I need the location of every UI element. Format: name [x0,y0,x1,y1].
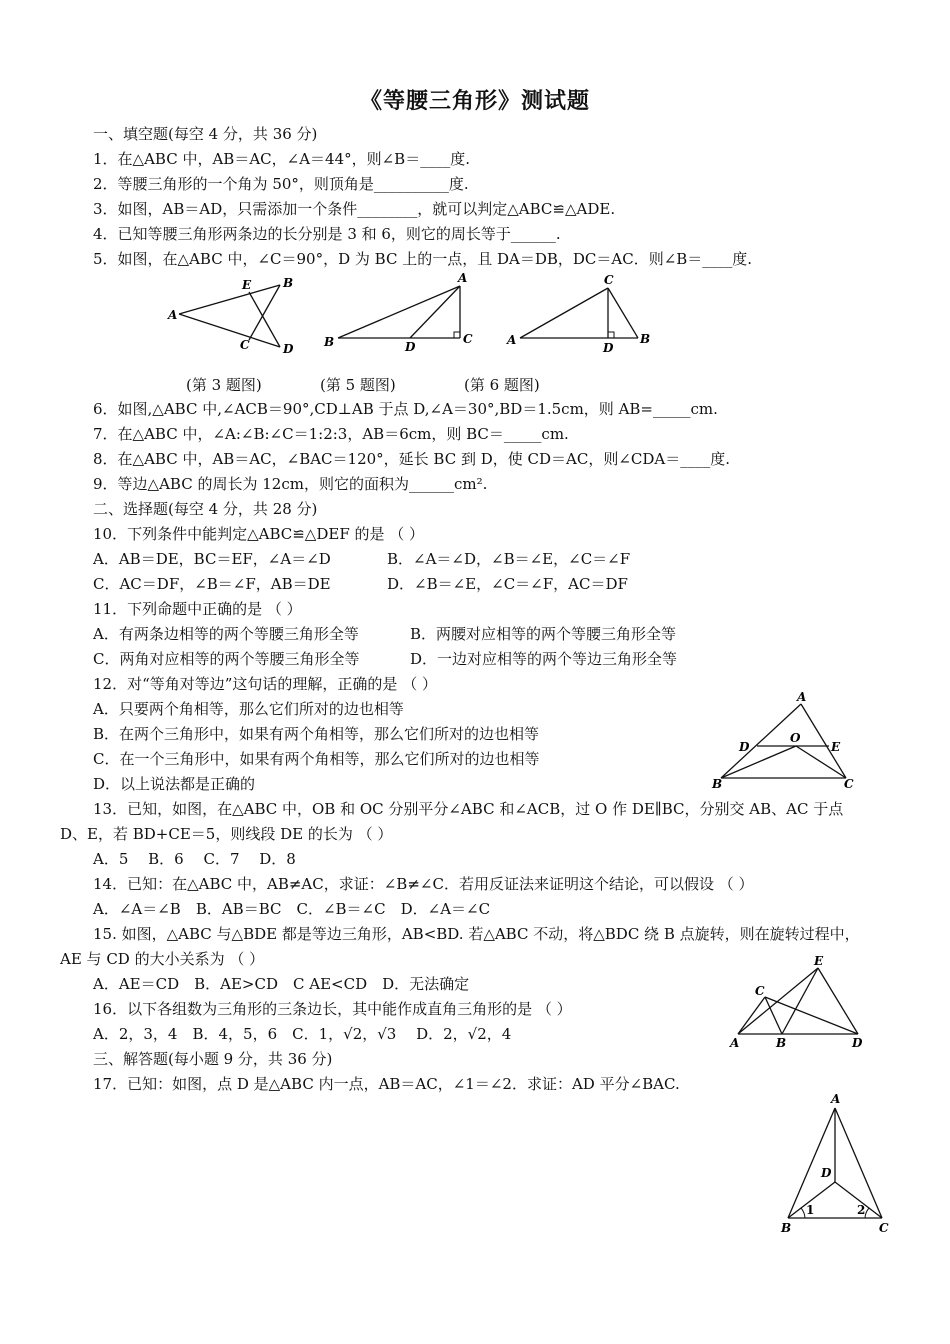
question-14-options: A．∠A＝∠B B．AB＝BC C．∠B＝∠C D．∠A＝∠C [93,900,491,918]
question-14: 14．已知：在△ABC 中，AB≠AC，求证：∠B≠∠C．若用反证法来证明这个结论，可以假设 （ ） [93,875,754,893]
question-4: 4．已知等腰三角形两条边的长分别是 3 和 6，则它的周长等于______. [93,225,561,243]
label-b: B [776,1036,787,1050]
label-a: A [730,1036,740,1050]
figure-q15 [725,952,870,1052]
label-b: B [781,1221,792,1235]
figure-q13 [708,690,863,795]
question-12-option-a: A．只要两个角相等，那么它们所对的边也相等 [93,700,404,718]
question-13-options: A．5 B．6 C．7 D．8 [93,850,296,868]
section-choice-heading: 二、选择题(每空 4 分，共 28 分) [93,500,318,518]
label-angle-1: 1 [806,1203,815,1217]
label-d: D [821,1166,832,1180]
label-b: B [640,332,651,346]
label-e: E [814,954,824,968]
question-5: 5．如图，在△ABC 中，∠C＝90°，D 为 BC 上的一点，且 DA＝DB，DC＝AC．则∠B＝____度. [93,250,753,268]
question-16-options: A．2，3，4 B．4，5，6 C．1，√2，√3 D．2，√2，4 [93,1025,512,1043]
question-10-option-c: C．AC＝DF，∠B＝∠F，AB＝DE [93,575,331,593]
label-e: E [831,740,841,754]
label-b: B [324,335,335,349]
question-15-options: A．AE＝CD B．AE>CD C AE<CD D．无法确定 [93,975,470,993]
figure-q17 [775,1090,895,1240]
question-3: 3．如图，AB＝AD，只需添加一个条件________，就可以判定△ABC≌△ADE. [93,200,616,218]
figure-q13-diagram [708,690,863,795]
figure-q17-diagram [775,1090,895,1240]
label-d: D [852,1036,863,1050]
question-13-line-2: D、E，若 BD+CE＝5，则线段 DE 的长为 （ ） [60,825,393,843]
question-10-option-b: B．∠A＝∠D，∠B＝∠E，∠C＝∠F [387,550,631,568]
question-12-option-d: D．以上说法都是正确的 [93,775,256,793]
question-11-option-d: D．一边对应相等的两个等边三角形全等 [410,650,678,668]
question-2: 2．等腰三角形的一个角为 50°，则顶角是__________度. [93,175,469,193]
label-e: E [242,278,252,292]
label-c: C [463,332,473,346]
label-b: B [283,276,294,290]
question-12: 12．对“等角对等边”这句话的理解，正确的是 （ ） [93,675,437,693]
caption-figure-6: (第 6 题图) [464,376,540,394]
label-a: A [507,333,517,347]
question-11: 11．下列命题中正确的是 （ ） [93,600,302,618]
label-b: B [712,777,723,791]
label-angle-2: 2 [857,1203,866,1217]
figure-q5 [320,268,485,356]
question-11-option-b: B．两腰对应相等的两个等腰三角形全等 [410,625,677,643]
label-d: D [739,740,750,754]
question-1: 1．在△ABC 中，AB＝AC，∠A＝44°，则∠B＝____度. [93,150,470,168]
figure-q5-diagram [320,268,485,356]
figure-q6-diagram [505,272,655,357]
question-10-option-d: D．∠B＝∠E，∠C＝∠F，AC＝DF [387,575,628,593]
section-fill-in-heading: 一、填空题(每空 4 分，共 36 分) [93,125,318,143]
question-7: 7．在△ABC 中，∠A:∠B:∠C＝1:2:3，AB＝6cm，则 BC＝_____cm. [93,425,569,443]
question-12-option-b: B．在两个三角形中，如果有两个角相等，那么它们所对的边也相等 [93,725,540,743]
figure-q3 [165,272,300,357]
label-c: C [240,338,250,352]
question-10: 10．下列条件中能判定△ABC≌△DEF 的是 （ ） [93,525,425,543]
question-17: 17．已知：如图，点 D 是△ABC 内一点，AB＝AC，∠1＝∠2．求证：AD 平分∠BAC. [93,1075,680,1093]
label-c: C [879,1221,889,1235]
question-15-line-1: 15. 如图，△ABC 与△BDE 都是等边三角形，AB<BD. 若△ABC 不动，将△BDC 绕 B 点旋转，则在旋转过程中， [93,925,860,943]
label-c: C [604,273,614,287]
page-title: 《等腰三角形》测试题 [359,88,590,114]
label-o: O [790,731,801,745]
question-11-option-a: A．有两条边相等的两个等腰三角形全等 [93,625,359,643]
figure-q6 [505,272,655,357]
label-a: A [168,308,178,322]
question-6: 6．如图,△ABC 中,∠ACB＝90°,CD⊥AB 于点 D,∠A＝30°,BD＝1.5cm，则 AB=_____cm. [93,400,718,418]
question-8: 8．在△ABC 中，AB＝AC，∠BAC＝120°，延长 BC 到 D，使 CD＝AC，则∠CDA＝____度. [93,450,731,468]
label-a: A [831,1092,841,1106]
label-c: C [844,777,854,791]
section-solution-heading: 三、解答题(每小题 9 分，共 36 分) [93,1050,333,1068]
caption-figure-5: (第 5 题图) [320,376,396,394]
label-d: D [283,342,294,356]
question-11-option-c: C．两角对应相等的两个等腰三角形全等 [93,650,360,668]
label-d: D [405,340,416,354]
label-a: A [458,271,468,285]
label-d: D [603,341,614,355]
caption-figure-3: (第 3 题图) [186,376,262,394]
figure-q15-diagram [725,952,870,1052]
question-10-option-a: A．AB＝DE，BC＝EF，∠A＝∠D [93,550,331,568]
question-12-option-c: C．在一个三角形中，如果有两个角相等，那么它们所对的边也相等 [93,750,540,768]
question-16: 16．以下各组数为三角形的三条边长，其中能作成直角三角形的是 （ ） [93,1000,572,1018]
label-a: A [797,690,807,704]
question-13-line-1: 13．已知，如图，在△ABC 中，OB 和 OC 分别平分∠ABC 和∠ACB，过 O 作 DE∥BC，分别交 AB、AC 于点 [93,800,844,818]
question-15-line-2: AE 与 CD 的大小关系为 （ ） [60,950,265,968]
question-9: 9．等边△ABC 的周长为 12cm，则它的面积为______cm². [93,475,488,493]
label-c: C [755,984,765,998]
figure-q3-diagram [165,272,300,357]
